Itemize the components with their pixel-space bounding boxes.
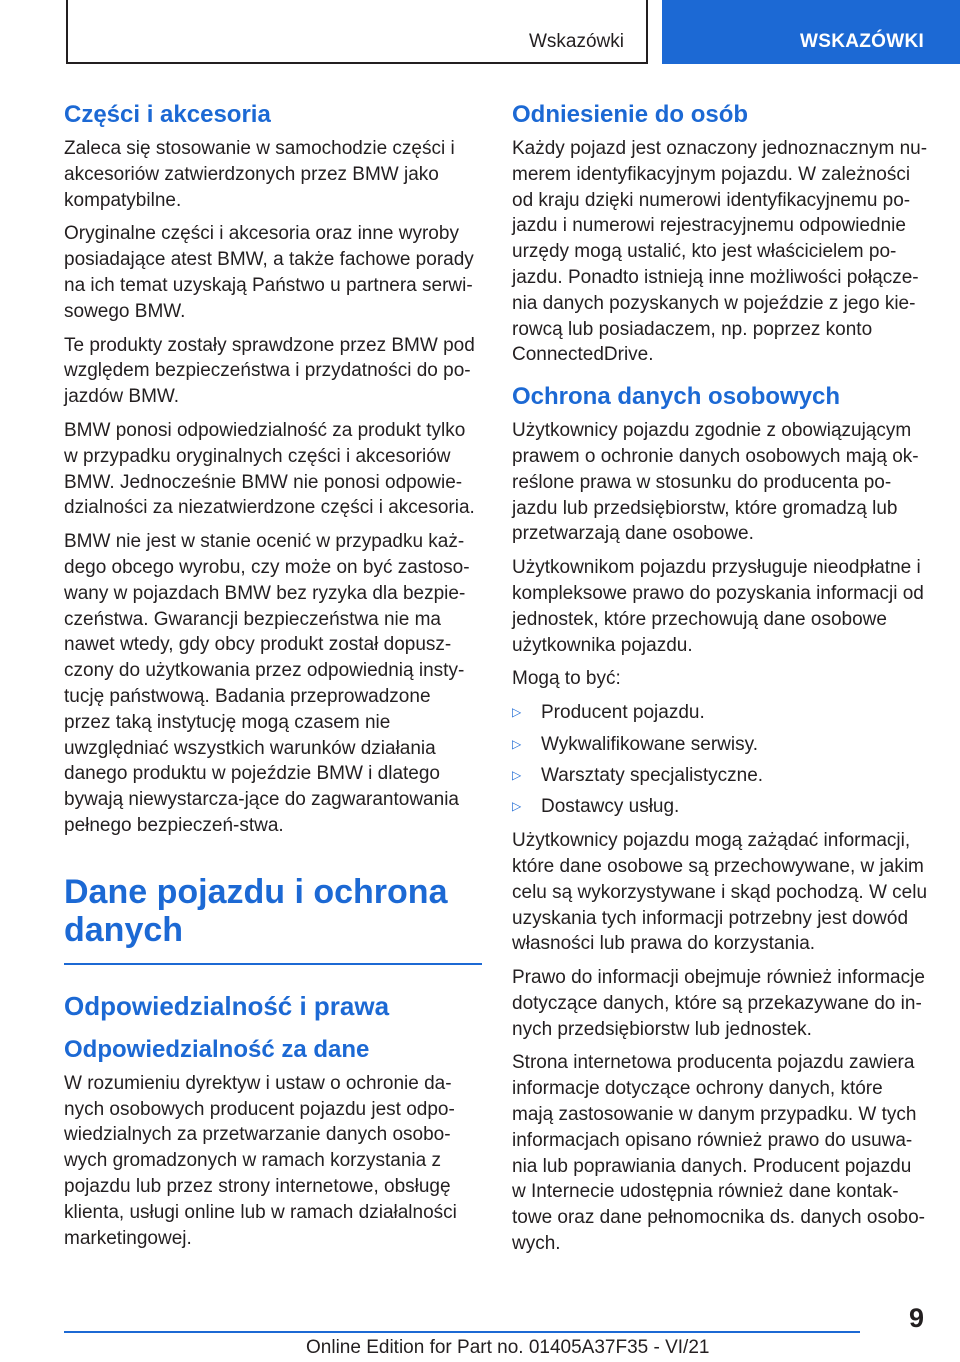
list-item-text: Dostawcy usług.: [541, 796, 680, 818]
parts-heading: Części i akcesoria: [64, 101, 271, 128]
list-item: [512, 732, 928, 758]
paragraph: Użytkownicy pojazdu zgodnie z obowiązującym prawem o ochronie danych osobowych mają ok‐reślone prawa w stosunku do producenta po‐jazdu lub przedsiębiorstw, które gromadzą lub przetwarzają dane osobowe.: [512, 420, 919, 545]
triangle-bullet-icon: ▷: [512, 736, 522, 751]
list-item-text: Warsztaty specjalistyczne.: [541, 764, 764, 786]
paragraph: Prawo do informacji obejmuje również informacje dotyczące danych, które są przekazywane do in‐nych przedsiębiorstw lub jednostek.: [512, 967, 925, 1040]
left-column: [64, 100, 482, 1259]
paragraph: Użytkownikom pojazdu przysługuje nieodpłatne i kompleksowe prawo do pozyskania informacji od jednostek, które przechowują dane osobowe użytkownika pojazdu.: [512, 557, 924, 656]
paragraph: Każdy pojazd jest oznaczony jednoznacznym nu‐merem identyfikacyjnym pojazdu. W zależności od kraju dzięki numerowi identyfikacyjnemu po‐jazdu i numerowi rejestracyjnemu odpowiednie urzędy mogą ustalić, kto jest właścicielem po‐jazdu. Ponadto istnieją inne możliwości połącze‐nia danych pozyskanych w pojeździe z jego kie‐rowcą lub posiadaczem, np. poprzez konto ConnectedDrive.: [512, 138, 928, 366]
subsection-heading: Odpowiedzialność za dane: [64, 1035, 370, 1063]
triangle-bullet-icon: ▷: [512, 767, 522, 782]
chapter-divider: [64, 963, 482, 965]
chapter-tab-label: WSKAZÓWKI: [800, 31, 925, 52]
protection-heading: Ochrona danych osobowych: [512, 383, 841, 411]
page-number: 9: [908, 1303, 924, 1333]
triangle-bullet-icon: ▷: [512, 799, 522, 814]
chapter-tab: [662, 0, 960, 64]
paragraph: BMW ponosi odpowiedzialność za produkt tylko w przypadku oryginalnych części i akcesoriów BMW. Jednocześnie BMW nie ponosi odpowie‐dzialności za niezatwierdzone części i akcesoria.: [64, 419, 475, 519]
paragraph: Te produkty zostały sprawdzone przez BMW pod względem bezpieczeństwa i przydatności do po‐jazdów BMW.: [64, 334, 475, 408]
section-heading: Odpowiedzialność i prawa: [64, 990, 390, 1021]
list-item-text: Producent pojazdu.: [541, 702, 705, 724]
chapter-title: Dane pojazdu i ochrona danych: [64, 872, 448, 949]
right-column: [512, 100, 928, 1265]
footer-divider: [64, 1331, 860, 1333]
paragraph: BMW nie jest w stanie ocenić w przypadku każ‐dego obcego wyrobu, czy może on być zastoso‐wany w pojazdach BMW bez ryzyka dla bezpie‐czeństwa. Gwarancji bezpieczeństwa nie ma nawet wtedy, gdy obcy produkt został dopusz‐czony do użytkowania przez odpowiednią insty‐tucję państwową. Badania przeprowadzone przez taką instytucję mogą czasem nie uwzględniać wszystkich warunków działania danego produktu w pojeździe BMW i dlatego bywają niewystarcza‐jące do zagwarantowania pełnego bezpieczeń‐stwa.: [64, 531, 470, 836]
recipient-list: [512, 700, 928, 820]
paragraph: Zaleca się stosowanie w samochodzie części i akcesoriów zatwierdzonych przez BMW jako kompatybilne.: [64, 138, 455, 211]
list-item: [512, 794, 928, 820]
paragraph: Oryginalne części i akcesoria oraz inne wyroby posiadające atest BMW, a także fachowe porady na ich temat uzyskają Państwo u partnera serwi‐sowego BMW.: [64, 223, 474, 322]
persons-heading: Odniesienie do osób: [512, 101, 749, 128]
paragraph: W rozumieniu dyrektyw i ustaw o ochronie da‐nych osobowych producent pojazdu jest odpo‐wiedzialnych za przetwarzanie danych osobo‐wych gromadzonych w ramach korzystania z pojazdu lub przez strony internetowe, obsługę klienta, usługi online lub w ramach działalności marketingowej.: [64, 1072, 457, 1249]
list-item: [512, 763, 928, 789]
edition-footer: Online Edition for Part no. 01405A37F35 - VI/21: [306, 1337, 710, 1358]
paragraph: Strona internetowa producenta pojazdu zawiera informacje dotyczące ochrony danych, które mają zastosowanie w danym przypadku. W tych informacjach opisano również prawo do usuwa‐nia lub poprawiania danych. Producent pojazdu w Internecie udostępnia również dane kontak‐towe oraz dane pełnomocnika ds. danych osobo‐wych.: [512, 1052, 925, 1255]
paragraph: Użytkownicy pojazdu mogą zażądać informacji, które dane osobowe są przechowywane, w jakim celu są wykorzystywane i skąd pochodzą. W celu uzyskania tych informacji potrzebny jest dowód własności lub prawa do korzystania.: [512, 830, 928, 955]
running-header-box: [66, 0, 648, 64]
list-item-text: Wykwalifikowane serwisy.: [541, 733, 758, 755]
running-header-section-title: Wskazówki: [528, 31, 624, 52]
triangle-bullet-icon: ▷: [512, 705, 522, 720]
list-item: [512, 700, 928, 726]
paragraph: Mogą to być:: [512, 668, 621, 690]
